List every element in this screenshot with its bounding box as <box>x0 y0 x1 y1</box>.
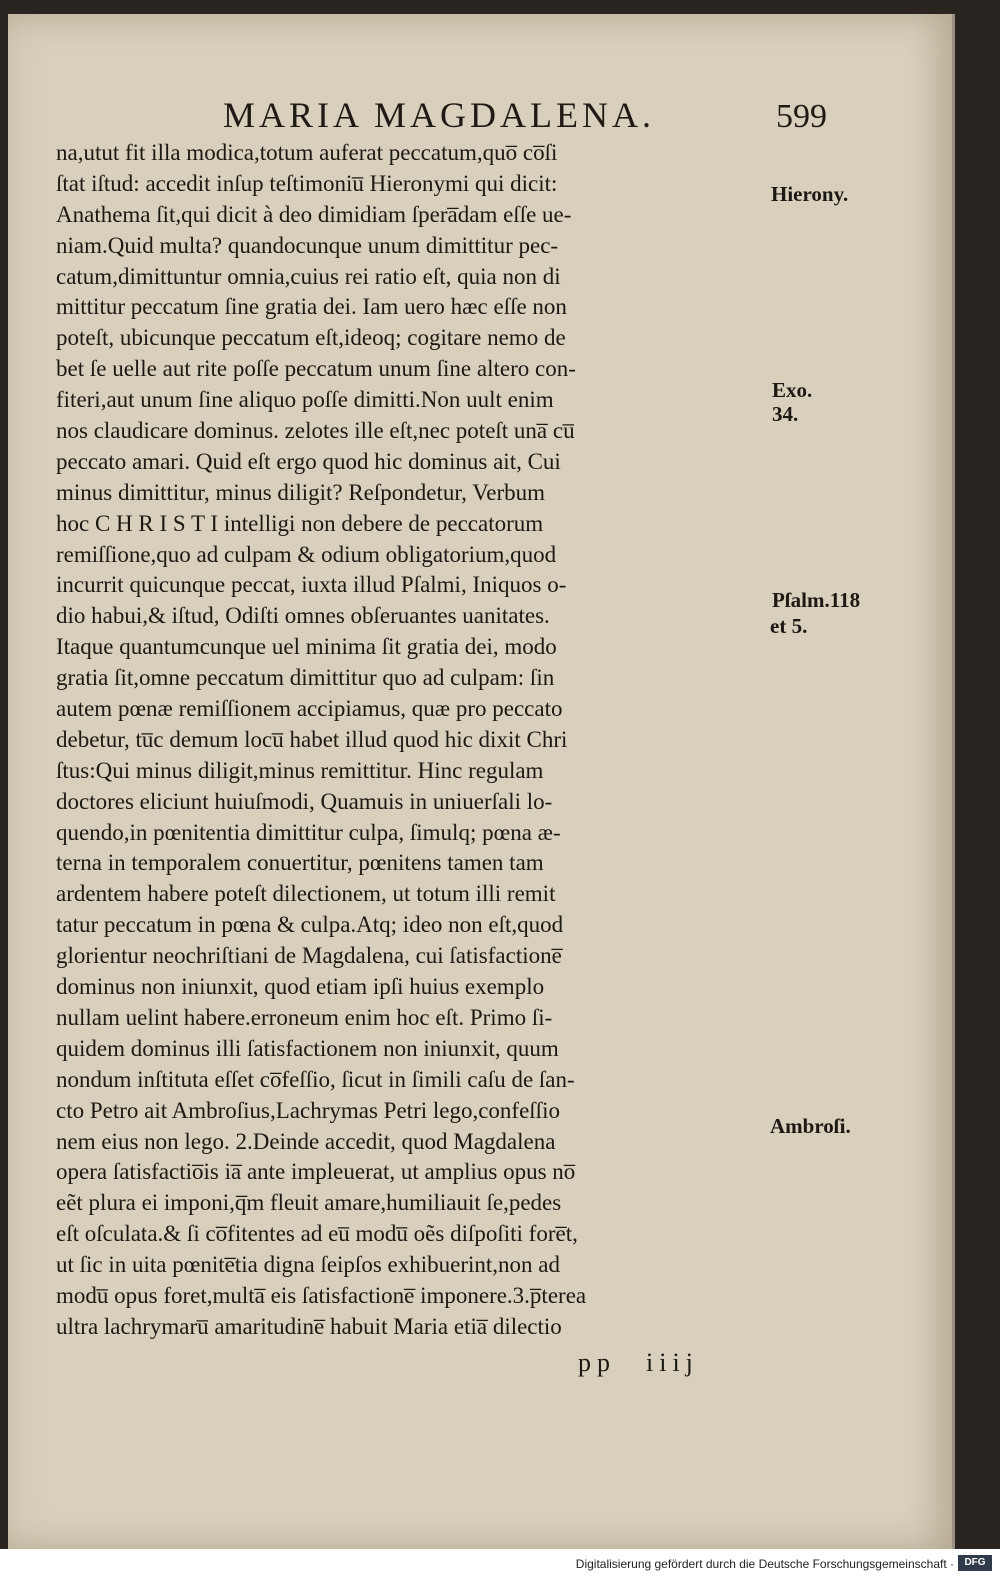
text-line: poteſt, ubicunque peccatum eſt,ideoq; cogitare nemo de <box>56 325 566 351</box>
signature-letters: pp <box>578 1348 616 1377</box>
body-text <box>56 138 768 1343</box>
text-line: hoc C H R I S T I intelligi non debere de peccatorum <box>56 510 544 536</box>
text-line: glorientur neochriſtiani de Magdalena, cui ſatisfactione̅ <box>56 943 562 969</box>
book-page <box>8 14 955 1549</box>
dfg-logo: DFG <box>958 1555 992 1571</box>
text-line: autem pœnæ remiſſionem accipiamus, quæ pro peccato <box>56 696 563 722</box>
text-line: nullam uelint habere.erroneum enim hoc eſt. Primo ſi- <box>56 1004 553 1030</box>
page-number: 599 <box>776 98 827 135</box>
text-line: ſtat iſtud: accedit inſup teſtimoniu̅ Hieronymi qui dicit: <box>56 170 558 196</box>
text-line: nos claudicare dominus. zelotes ille eſt,nec poteſt una̅ cu̅ <box>56 418 575 444</box>
digitization-footer <box>0 1549 1000 1579</box>
text-line: minus dimittitur, minus diligit? Reſpondetur, Verbum <box>56 479 546 505</box>
marginal-note-ambrosius: Ambroſi. <box>770 1114 851 1138</box>
text-line: doctores eliciunt huiuſmodi, Quamuis in uniuerſali lo- <box>56 788 553 814</box>
text-line: cto Petro ait Ambroſius,Lachrymas Petri lego,confeſſio <box>56 1097 560 1123</box>
signature-mark <box>578 1348 699 1378</box>
text-line: Anathema ſit,qui dicit à deo dimidiam ſpera̅dam eſſe ue- <box>56 201 572 227</box>
text-line: eſt oſculata.& ſi co̅fitentes ad eu̅ modu̅ oẽs diſpoſiti fore̅t, <box>56 1221 578 1247</box>
text-line: gratia ſit,omne peccatum dimittitur quo ad culpam: ſin <box>56 665 555 691</box>
signature-folio: iiij <box>646 1348 699 1377</box>
text-line: quidem dominus illi ſatisfactionem non iniunxit, quum <box>56 1035 559 1061</box>
text-line: bet ſe uelle aut rite poſſe peccatum unum ſine altero con- <box>56 356 576 382</box>
text-line: incurrit quicunque peccat, iuxta illud Pſalmi, Iniquos o- <box>56 572 567 598</box>
text-line: ſtus:Qui minus diligit,minus remittitur. Hinc regulam <box>56 757 544 783</box>
marginal-note-exodus: Exo. <box>772 378 813 402</box>
text-line: niam.Quid multa? quandocunque unum dimittitur pec- <box>56 232 559 258</box>
marginal-note-psalmus: Pſalm.118 <box>772 588 861 612</box>
text-line: peccato amari. Quid eſt ergo quod hic dominus ait, Cui <box>56 448 561 474</box>
text-line: eẽt plura ei imponi,q̅m fleuit amare,humiliauit ſe,pedes <box>56 1190 562 1216</box>
marginal-note-exodus-chapter: 34. <box>772 402 799 426</box>
text-line: nondum inſtituta eſſet co̅feſſio, ſicut in ſimili caſu de ſan- <box>56 1066 575 1092</box>
text-line: modu̅ opus foret,multa̅ eis ſatisfactione̅ imponere.3.p̅terea <box>56 1282 587 1308</box>
text-line: ut ſic in uita pœnite̅tia digna ſeipſos exhibuerint,non ad <box>56 1252 560 1278</box>
text-line: dio habui,& iſtud, Odiſti omnes obſeruantes uanitates. <box>56 603 550 629</box>
text-line: ardentem habere poteſt dilectionem, ut totum illi remit <box>56 881 556 907</box>
text-line: dominus non iniunxit, quod etiam ipſi huius exemplo <box>56 974 545 1000</box>
text-line: Itaque quantumcunque uel minima ſit gratia dei, modo <box>56 634 557 660</box>
text-line: opera ſatisfactio̅is ia̅ ante impleuerat, ut amplius opus no̅ <box>56 1159 576 1185</box>
funding-credit: Digitalisierung gefördert durch die Deutsche Forschungsgemeinschaft · <box>575 1557 954 1571</box>
marginal-note-hieronymus: Hierony. <box>771 182 849 206</box>
text-line: remiſſione,quo ad culpam & odium obligatorium,quod <box>56 541 557 567</box>
marginal-note-psalmus-extra: et 5. <box>770 614 808 638</box>
text-line: terna in temporalem conuertitur, pœnitens tamen tam <box>56 850 544 876</box>
text-line: fiteri,aut unum ſine aliquo poſſe dimitti.Non uult enim <box>56 387 554 413</box>
text-line: ultra lachrymaru̅ amaritudine̅ habuit Maria etia̅ dilectio <box>56 1313 562 1339</box>
text-line: na,utut fit illa modica,totum auferat peccatum,quo̅ co̅ſi <box>56 140 558 165</box>
running-title: MARIA MAGDALENA. <box>223 95 655 135</box>
text-line: debetur, tu̅c demum locu̅ habet illud quod hic dixit Chri <box>56 726 568 752</box>
text-line: tatur peccatum in pœna & culpa.Atq; ideo non eſt,quod <box>56 912 564 938</box>
text-line: mittitur peccatum ſine gratia dei. Iam uero hæc eſſe non <box>56 294 567 320</box>
text-line: catum,dimittuntur omnia,cuius rei ratio eſt, quia non di <box>56 263 561 289</box>
text-line: nem eius non lego. 2.Deinde accedit, quod Magdalena <box>56 1128 556 1154</box>
text-line: quendo,in pœnitentia dimittitur culpa, ſimulq; pœna æ- <box>56 819 561 845</box>
page-header <box>8 84 952 134</box>
